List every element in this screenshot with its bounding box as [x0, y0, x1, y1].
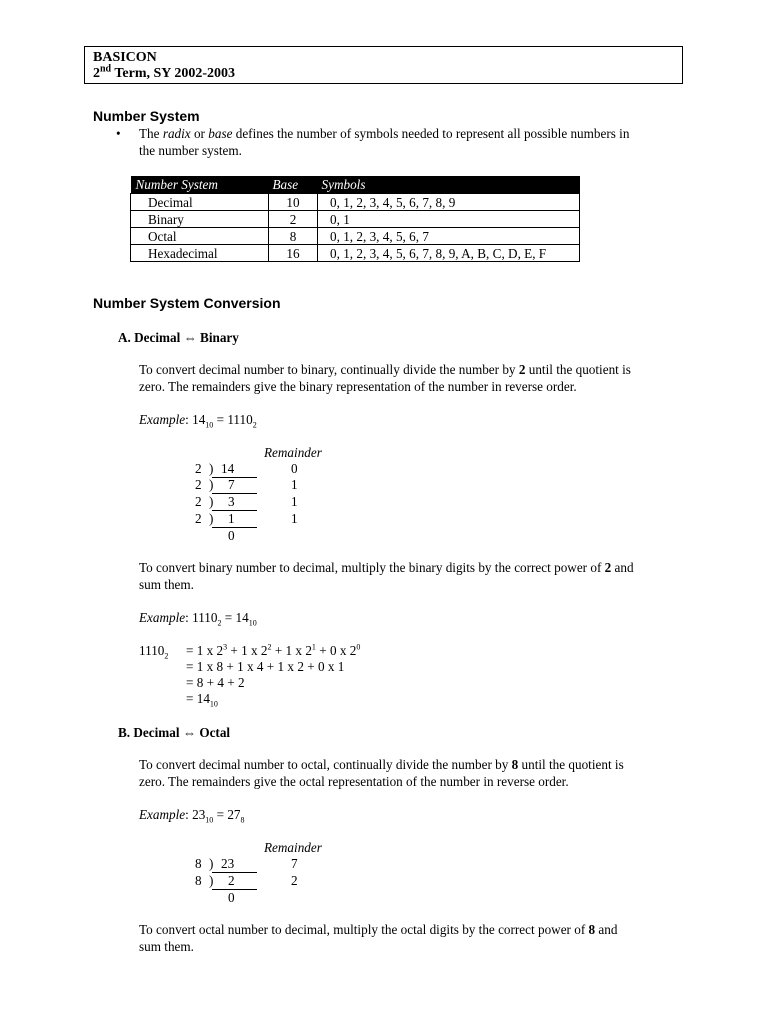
a-div-final-quotient: 0 — [228, 528, 235, 543]
b-div-paren: ) — [209, 856, 214, 871]
b-div-final-quotient: 0 — [228, 890, 235, 905]
b-div-remainder: 2 — [291, 873, 298, 888]
section-title-number-system: Number System — [93, 108, 200, 124]
table-cell: 0, 1, 2, 3, 4, 5, 6, 7 — [318, 228, 580, 245]
a-calc-line2: = 1 x 8 + 1 x 4 + 1 x 2 + 0 x 1 — [186, 659, 345, 674]
table-cell: 0, 1, 2, 3, 4, 5, 6, 7, 8, 9, A, B, C, D, E, F — [318, 245, 580, 262]
b-div-number: 2 — [228, 873, 235, 888]
section-title-conversion: Number System Conversion — [93, 295, 281, 311]
a-div-number: 7 — [228, 477, 235, 492]
a-calc-lhs: $1110_2$ — [139, 643, 169, 661]
a-example2: Example: $1110_2 = 14_{10}$ — [139, 610, 257, 628]
subsection-b-heading: B. Decimal ⇔ Octal — [118, 725, 231, 740]
b-div-paren: ) — [209, 873, 214, 888]
subsection-a-heading: A. Decimal ⇔ Binary — [118, 330, 239, 345]
header-base: Base — [269, 176, 318, 194]
table-header-row — [131, 176, 580, 194]
table-cell: 0, 1, 2, 3, 4, 5, 6, 7, 8, 9 — [318, 194, 580, 211]
a-calc-line3: = 8 + 4 + 2 — [186, 675, 245, 690]
table-cell: 0, 1 — [318, 211, 580, 228]
a-paragraph1-line1: To convert decimal number to binary, continually divide the number by 2 until the quotient is — [139, 362, 631, 377]
table-cell: Binary — [131, 211, 269, 228]
b-remainder-label: Remainder — [264, 840, 322, 855]
bullet: • — [116, 126, 121, 141]
b-div-remainder: 7 — [291, 856, 298, 871]
table-cell: 10 — [269, 194, 318, 211]
a-div-divisor: 2 — [195, 477, 202, 492]
table-row — [131, 194, 580, 211]
header-symbols: Symbols — [318, 176, 580, 194]
a-calc-line4: = $14_{10}$ — [186, 691, 218, 709]
a-calc-line1: = 1 x $2^3 + 1$ x $2^2 + 1$ x $2^1 + 0$ x $2^0$ — [186, 642, 361, 658]
a-div-number: 3 — [228, 494, 235, 509]
double-arrow-icon: ⇔ — [182, 725, 197, 740]
table-cell: Hexadecimal — [131, 245, 269, 262]
b-div-number: 23 — [221, 856, 235, 871]
b-paragraph1-line1: To convert decimal number to octal, continually divide the number by 8 until the quotient is — [139, 757, 624, 772]
a-div-remainder: 1 — [291, 511, 298, 526]
table-cell: 16 — [269, 245, 318, 262]
a-remainder-label: Remainder — [264, 445, 322, 460]
b-paragraph2-line2: sum them. — [139, 939, 194, 954]
document-header — [84, 46, 683, 84]
table-row — [131, 245, 580, 262]
number-system-table — [130, 176, 580, 262]
b-div-divisor: 8 — [195, 873, 202, 888]
radix-definition-line1: The radix or base defines the number of symbols needed to represent all possible numbers in — [139, 126, 630, 141]
a-div-remainder: 1 — [291, 477, 298, 492]
a-div-paren: ) — [209, 494, 214, 509]
a-div-divisor: 2 — [195, 461, 202, 476]
a-paragraph2-line1: To convert binary number to decimal, multiply the binary digits by the correct power of 2 and — [139, 560, 634, 575]
table-row — [131, 211, 580, 228]
term-line: 2nd Term, SY 2002-2003 — [93, 63, 236, 81]
table-cell: Decimal — [131, 194, 269, 211]
b-div-divisor: 8 — [195, 856, 202, 871]
header-number-system: Number System — [131, 176, 269, 194]
a-div-paren: ) — [209, 461, 214, 476]
a-paragraph1-line2: zero. The remainders give the binary representation of the number in reverse order. — [139, 379, 577, 394]
a-div-remainder: 1 — [291, 494, 298, 509]
a-div-paren: ) — [209, 511, 214, 526]
b-paragraph1-line2: zero. The remainders give the octal representation of the number in reverse order. — [139, 774, 569, 789]
radix-definition-line2: the number system. — [139, 143, 242, 158]
table-cell: 8 — [269, 228, 318, 245]
a-div-number: 14 — [221, 461, 235, 476]
a-div-paren: ) — [209, 477, 214, 492]
a-div-number: 1 — [228, 511, 235, 526]
table-cell: Octal — [131, 228, 269, 245]
a-div-divisor: 2 — [195, 494, 202, 509]
table-cell: 2 — [269, 211, 318, 228]
b-paragraph2-line1: To convert octal number to decimal, multiply the octal digits by the correct power of 8 and — [139, 922, 618, 937]
b-example1: Example: $23_{10} = 27_8$ — [139, 807, 245, 825]
double-arrow-icon: ⇔ — [183, 330, 197, 345]
a-paragraph2-line2: sum them. — [139, 577, 194, 592]
a-div-divisor: 2 — [195, 511, 202, 526]
course-title: BASICON — [93, 50, 157, 65]
a-div-remainder: 0 — [291, 461, 298, 476]
table-row — [131, 228, 580, 245]
a-example1: Example: $14_{10} = 1110_2$ — [139, 412, 257, 430]
